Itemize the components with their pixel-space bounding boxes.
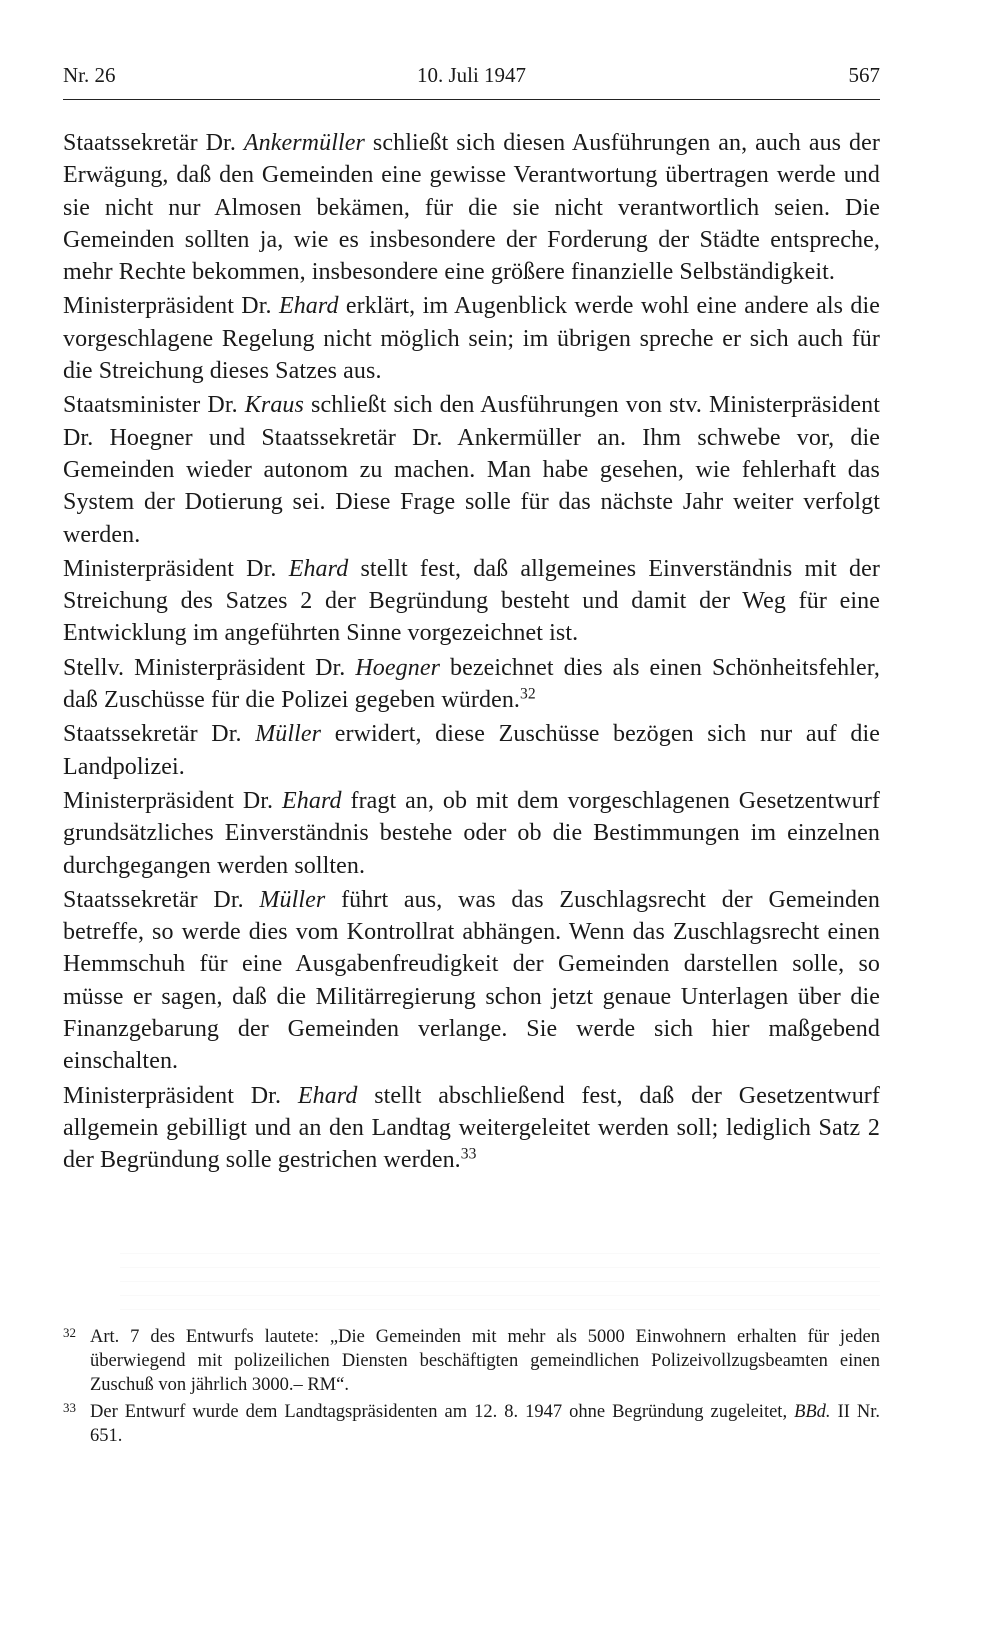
paragraph	[63, 718, 880, 783]
speaker-role: Staatssekretär Dr.	[63, 130, 236, 156]
paragraph	[63, 389, 880, 550]
speaker-name: Müller	[255, 721, 322, 748]
paragraph	[63, 290, 880, 387]
footnote-reference[interactable]: 32	[520, 685, 536, 703]
speaker-name: Kraus	[244, 392, 304, 419]
speaker-role: Staatssekretär Dr.	[63, 886, 244, 913]
footnote-mark: 33	[63, 1399, 76, 1415]
speaker-name: Ankermüller	[243, 130, 365, 156]
show-through	[120, 1250, 880, 1310]
speaker-role: Staatssekretär Dr.	[63, 721, 242, 748]
speaker-name: Ehard	[282, 787, 342, 814]
issue-date: 10. Juli 1947	[416, 63, 527, 87]
issue-number: Nr. 26	[63, 63, 116, 87]
speaker-role: Ministerpräsident Dr.	[63, 787, 274, 814]
footnote	[63, 1325, 880, 1398]
footnotes	[63, 1325, 880, 1450]
speaker-role: Staatsminister Dr.	[63, 392, 238, 419]
paragraph-text: stellt abschließend fest, daß der Gesetzentwurf allgemein gebilligt und an den Landtag weitergeleitet werden soll; lediglich Satz 2 der Begründung solle gestrichen werden.	[63, 1082, 880, 1174]
paragraph	[63, 1080, 880, 1177]
footnote-reference-detail: II Nr. 651.	[90, 1401, 881, 1446]
footnote-mark: 32	[63, 1325, 76, 1340]
speaker-name: Hoegner	[355, 654, 441, 681]
paragraph	[63, 884, 880, 1078]
speaker-name: Ehard	[278, 293, 339, 320]
paragraph-text: schließt sich diesen Ausführungen an, auch aus der Erwägung, daß den Gemeinden eine gewisse Verantwortung übertragen werde und sie nicht nur Almosen bekämen, für die sie nicht verantwortlich seien. Die Gemeinden sollten ja, wie es insbesondere der Forderung der Städte entspreche, mehr Rechte bekommen, insbesondere eine größere finanzielle Selbständigkeit.	[63, 130, 881, 286]
speaker-role: Ministerpräsident Dr.	[63, 555, 277, 582]
footnote-reference[interactable]: 33	[460, 1145, 477, 1163]
footnote	[63, 1400, 880, 1448]
paragraph-text: stellt fest, daß allgemeines Einverständnis mit der Streichung des Satzes 2 der Begründung besteht und damit der Weg für eine Entwicklung im angeführten Sinne vorgezeichnet ist.	[63, 555, 880, 647]
footnote-text: Art. 7 des Entwurfs lautete: „Die Gemeinden mit mehr als 5000 Einwohnern erhalten für jeden überwiegend mit polizeilichen Diensten beschäftigten gemeindlichen Polizeivollzugsbeamten einen Zuschuß von jährlich 3000.– RM“.	[90, 1327, 880, 1396]
paragraph-text: führt aus, was das Zuschlagsrecht der Gemeinden betreffe, so werde dies vom Kontrollrat abhängen. Wenn das Zuschlagsrecht einen Hemmschuh für eine Ausgabenfreudigkeit der Gemeinden darstellen solle, so müsse er sagen, daß die Militärregierung schon jetzt genaue Unterlagen über die Finanzgebarung der Gemeinden verlange. Sie werde sich hier maßgebend einschalten.	[63, 886, 880, 1075]
paragraph-text: schließt sich den Ausführungen von stv. Ministerpräsident Dr. Hoegner und Staatssekretär Dr. Ankermüller an. Ihm schwebe vor, die Gemeinden wieder autonom zu machen. Man habe gesehen, wie fehlerhaft das System der Dotierung sei. Diese Frage solle für das nächste Jahr weiter verfolgt werden.	[63, 392, 880, 548]
speaker-role: Stellv. Ministerpräsident Dr.	[63, 654, 346, 681]
body-text	[63, 127, 880, 1179]
header-rule	[63, 99, 880, 100]
footnote-reference-title: BBd.	[794, 1401, 831, 1422]
paragraph-text: erklärt, im Augenblick werde wohl eine andere als die vorgeschlagene Regelung nicht möglich sein; im übrigen spreche er sich auch für die Streichung dieses Satzes aus.	[63, 293, 880, 385]
paragraph-text: fragt an, ob mit dem vorgeschlagenen Gesetzentwurf grundsätzliches Einverständnis bestehe oder ob die Bestimmungen im einzelnen durchgegangen werden sollten.	[63, 787, 881, 879]
speaker-name: Ehard	[288, 555, 349, 582]
footnote-text: Der Entwurf wurde dem Landtagspräsidenten am 12. 8. 1947 ohne Begründung zugeleitet,	[90, 1401, 788, 1422]
paragraph	[63, 127, 880, 288]
running-head	[63, 62, 880, 96]
paragraph	[63, 553, 880, 650]
speaker-name: Ehard	[297, 1082, 358, 1109]
paragraph-text: bezeichnet dies als einen Schönheitsfehler, daß Zuschüsse für die Polizei gegeben würden.	[63, 654, 880, 714]
speaker-name: Müller	[259, 886, 326, 913]
paragraph-text: erwidert, diese Zuschüsse bezögen sich nur auf die Landpolizei.	[63, 721, 881, 780]
paragraph	[63, 652, 880, 717]
speaker-role: Ministerpräsident Dr.	[63, 293, 272, 320]
speaker-role: Ministerpräsident Dr.	[63, 1082, 282, 1109]
paragraph	[63, 785, 880, 882]
page-number: 567	[848, 63, 880, 87]
footnote-body	[63, 1400, 880, 1448]
